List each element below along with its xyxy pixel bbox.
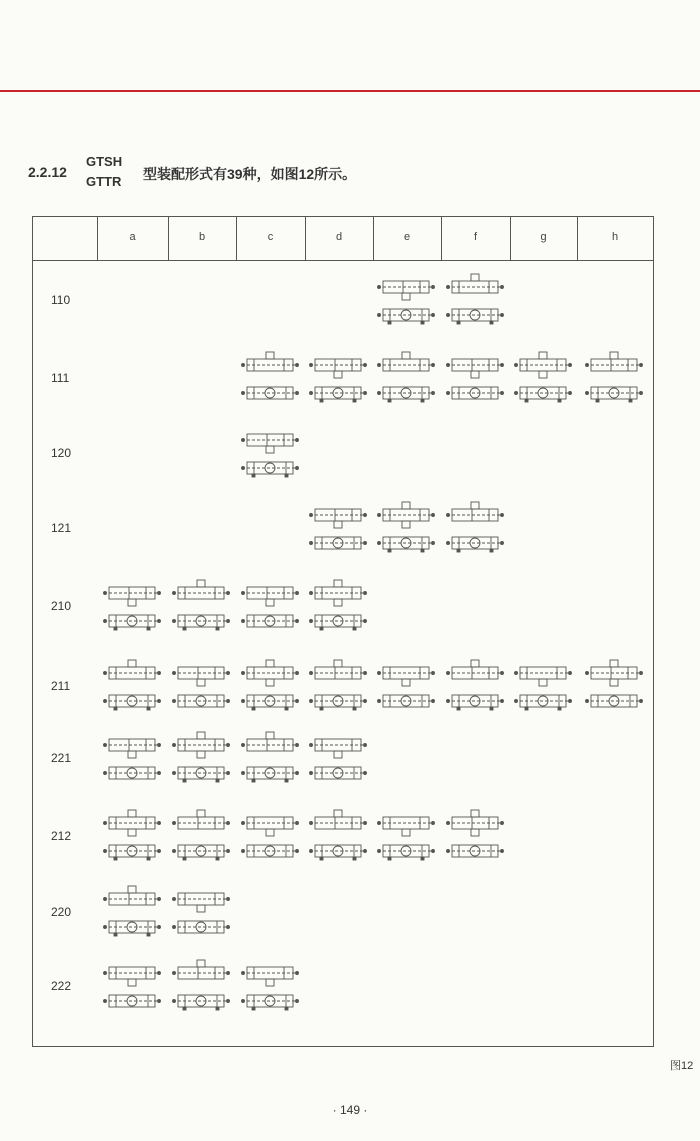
row-label-211: 211 — [51, 679, 71, 693]
column-divider — [168, 217, 169, 260]
mounting-diagram-211-h — [584, 657, 646, 713]
column-header-h: h — [611, 231, 619, 243]
reducer-types — [86, 152, 122, 192]
row-label-222: 222 — [51, 979, 72, 993]
mounting-diagram-111-e — [376, 349, 438, 405]
mounting-diagram-111-d — [308, 349, 370, 405]
mounting-diagram-211-b — [171, 657, 233, 713]
mounting-diagram-210-a — [102, 577, 164, 633]
figure-label: 图12 — [670, 1060, 694, 1072]
column-header-b: b — [198, 231, 206, 243]
mounting-table — [32, 216, 654, 1047]
column-divider — [373, 217, 374, 260]
column-divider — [441, 217, 442, 260]
column-header-g: g — [540, 231, 547, 243]
mounting-diagram-210-d — [308, 577, 370, 633]
column-divider — [236, 217, 237, 260]
row-label-212: 212 — [51, 829, 72, 843]
type-gtsh: GTSH — [86, 154, 123, 169]
mounting-diagram-220-a — [102, 883, 164, 939]
header-rule — [0, 90, 700, 92]
mounting-diagram-211-a — [102, 657, 164, 713]
mounting-diagram-211-g — [513, 657, 575, 713]
column-divider — [510, 217, 511, 260]
mounting-diagram-212-f — [445, 807, 507, 863]
column-header-d: d — [335, 231, 343, 243]
header-divider — [33, 260, 653, 261]
mounting-diagram-121-e — [376, 499, 438, 555]
mounting-diagram-121-f — [445, 499, 507, 555]
mounting-diagram-111-f — [445, 349, 507, 405]
mounting-diagram-221-a — [102, 729, 164, 785]
mounting-diagram-110-f — [445, 271, 507, 327]
row-label-111: 111 — [51, 371, 70, 385]
column-divider — [577, 217, 578, 260]
row-label-220: 220 — [51, 905, 72, 919]
mounting-diagram-121-d — [308, 499, 370, 555]
mounting-diagram-222-a — [102, 957, 164, 1013]
column-header-c: c — [267, 231, 274, 243]
mounting-diagram-212-d — [308, 807, 370, 863]
row-label-110: 110 — [51, 293, 71, 307]
mounting-diagram-221-d — [308, 729, 370, 785]
column-divider — [97, 217, 98, 260]
section-description: 型装配形式有39种，如图12所示。 — [143, 166, 357, 182]
mounting-diagram-212-a — [102, 807, 164, 863]
mounting-diagram-210-c — [240, 577, 302, 633]
row-label-210: 210 — [51, 599, 72, 613]
row-label-120: 120 — [51, 446, 72, 460]
mounting-diagram-110-e — [376, 271, 438, 327]
mounting-diagram-111-h — [584, 349, 646, 405]
mounting-diagram-220-b — [171, 883, 233, 939]
mounting-diagram-221-b — [171, 729, 233, 785]
column-header-a: a — [129, 231, 136, 243]
column-divider — [305, 217, 306, 260]
type-gttr: GTTR — [86, 174, 122, 189]
mounting-diagram-210-b — [171, 577, 233, 633]
page-number: · 149 · — [332, 1103, 368, 1117]
mounting-diagram-222-c — [240, 957, 302, 1013]
mounting-diagram-120-c — [240, 424, 302, 480]
mounting-diagram-211-d — [308, 657, 370, 713]
mounting-diagram-212-e — [376, 807, 438, 863]
row-label-221: 221 — [51, 751, 72, 765]
mounting-diagram-111-g — [513, 349, 575, 405]
row-label-121: 121 — [51, 521, 72, 535]
mounting-diagram-221-c — [240, 729, 302, 785]
column-header-f: f — [473, 231, 478, 243]
column-header-e: e — [403, 231, 411, 243]
mounting-diagram-211-c — [240, 657, 302, 713]
mounting-diagram-111-c — [240, 349, 302, 405]
mounting-diagram-212-b — [171, 807, 233, 863]
mounting-diagram-212-c — [240, 807, 302, 863]
mounting-diagram-211-f — [445, 657, 507, 713]
mounting-diagram-222-b — [171, 957, 233, 1013]
mounting-diagram-211-e — [376, 657, 438, 713]
section-number: 2.2.12 — [28, 164, 67, 180]
